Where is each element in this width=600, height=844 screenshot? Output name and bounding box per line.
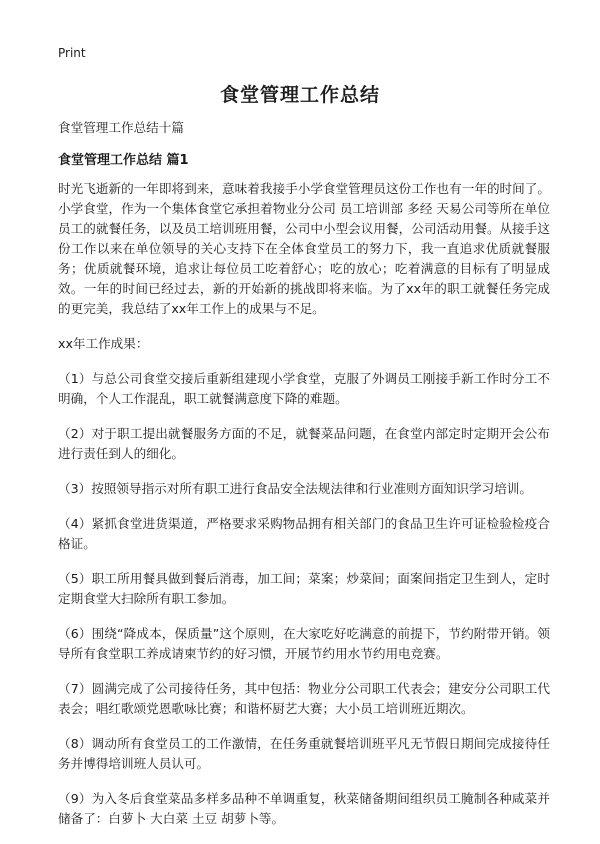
page-title: 食堂管理工作总结 [219, 84, 380, 106]
list-item: （4）紧抓食堂进货渠道，严格要求采购物品拥有相关部门的食品卫生许可证检验检疫合格证。 [58, 516, 550, 551]
list-item: （7）圆满完成了公司接待任务，其中包括：物业分公司职工代表会；建安分公司职工代表会；唱红歌颂党恩歌咏比赛；和谐杯厨艺大赛；大小员工培训班近期次。 [58, 681, 550, 716]
list-item: （3）按照领导指示对所有职工进行食品安全法规法律和行业准则方面知识学习培训。 [58, 481, 532, 496]
print-label: Print [58, 46, 86, 60]
list-item: （6）围绕“降成本，保质量”这个原则，在大家吃好吃满意的前提下，节约附带开销。领导所有食堂职工养成请柬节约的好习惯，开展节约用水节约用电竞赛。 [58, 626, 550, 661]
list-item: （5）职工所用餐具做到餐后消毒，加工间；菜案；炒菜间；面案间指定卫生到人，定时定期食堂大扫除所有职工参加。 [58, 571, 550, 606]
section-heading: 食堂管理工作总结 篇1 [58, 153, 189, 168]
list-item: （1）与总公司食堂交接后重新组建现小学食堂，克服了外调员工刚接手新工作时分工不明确，个人工作混乱，职工就餐满意度下降的难题。 [58, 371, 550, 406]
document-body [58, 118, 550, 844]
intro-paragraph: 时光飞逝新的一年即将到来，意味着我接手小学食堂管理员这份工作也有一年的时间了。 小学食堂，作为一个集体食堂它承担着物业分公司 员工培训部 多经 天易公司等所在单位员工的就餐任务，以及员工培训班用餐，公司中小型会议用餐，公司活动用餐。从接手这份工作以来在单位领导的关心支持下在全体食堂员工的努力下，我一直追求优质就餐服务；优质就餐环境，追求让每位员工吃着舒心；吃的放心；吃着满意的目标有了明显成效。一年的时间已经过去，新的开始新的挑战即将来临。为了xx年的职工就餐任务完成的更完美，我总结了xx年工作上的成果与不足。 [58, 181, 550, 316]
results-label: xx年工作成果： [58, 336, 149, 351]
list-item: （8）调动所有食堂员工的工作激情，在任务重就餐培训班平凡无节假日期间完成接待任务并博得培训班人员认可。 [58, 736, 550, 771]
document-subtitle: 食堂管理工作总结十篇 [58, 120, 184, 135]
list-item: （2）对于职工提出就餐服务方面的不足，就餐菜品问题，在食堂内部定时定期开会公布 进行责任到人的细化。 [58, 426, 550, 461]
list-item: （9）为入冬后食堂菜品多样多品种不单调重复，秋菜储备期间组织员工腌制各种咸菜并储备了：白萝卜 大白菜 土豆 胡萝卜等。 [58, 791, 550, 826]
